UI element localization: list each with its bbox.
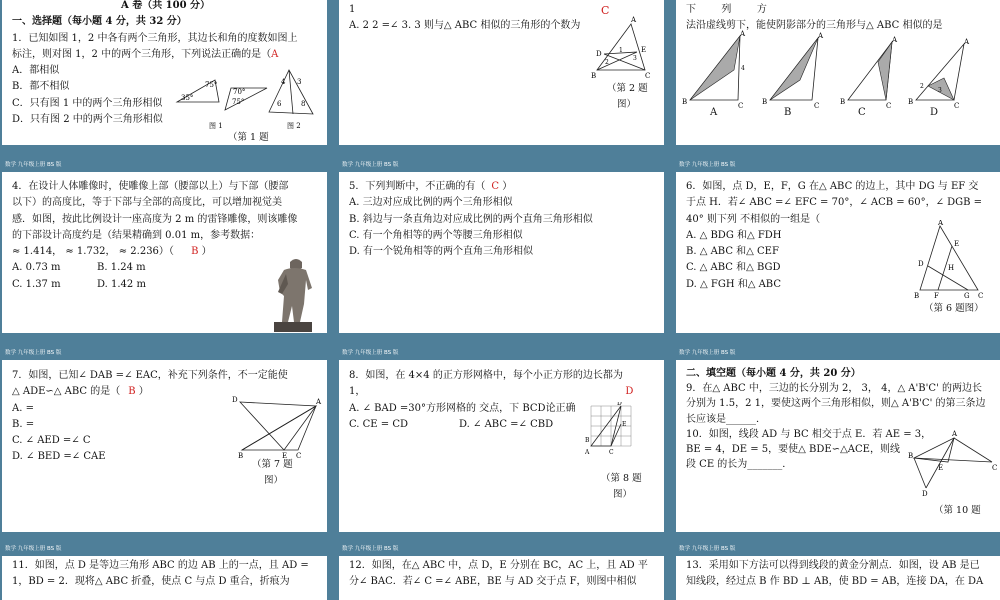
q3-a-label-a: A bbox=[740, 30, 746, 38]
q7-option-c: C. ∠ AED =∠ C bbox=[12, 435, 91, 447]
section-a-title: A 卷（共 100 分） bbox=[120, 0, 211, 11]
q1-option-b: B．都不相似 bbox=[12, 81, 70, 93]
q4-text-line4: 的下部设计高度约是（结果精确到 0.01 m，参考数据： bbox=[12, 229, 261, 241]
q7-label-c: C bbox=[296, 452, 302, 460]
slide-q9-q10 bbox=[676, 346, 1000, 532]
q10-label-b: B bbox=[908, 452, 914, 460]
slide-q1 bbox=[2, 0, 327, 145]
q3-c-label-b: B bbox=[840, 98, 846, 106]
q5-option-a: A. 三边对应成比例的两个三角形相似 bbox=[349, 197, 513, 209]
q6-text-line3: 40° 则下列 不相似的一组是（ bbox=[686, 213, 821, 225]
q3-option-a: A bbox=[710, 107, 718, 118]
fig1-angle-75b: 75° bbox=[232, 98, 245, 106]
q3-d-side-3: 3 bbox=[938, 87, 942, 94]
q8-text-line2: 1， bbox=[349, 386, 366, 398]
q3-a-side-4: 4 bbox=[741, 65, 745, 72]
q3-option-c: C bbox=[858, 107, 866, 118]
q1-option-c: C．只有图 1 中的两个三角形相似 bbox=[12, 97, 163, 109]
slide-q4: 数学 九年级上册 BS 版 4．在设计人体雕像时，使雕像上部（腰部以上）与下部（腰部 以下）的高度比，等于下部与全部的高度比，可以增加视觉美 感．如图，按此比例设计一座高度为 2 m 的雷锋雕像，则该雕像 的下部设计高度约是（结果精确到 0.01 m，参考数据： ≈ 1.414， ≈ 1.732， ≈ 2.236）（ B ） A. 0.73 m B. 1.24 m C. 1.37 m D. 1.42 m bbox=[2, 158, 327, 333]
q10-caption: （第 10 题 bbox=[934, 505, 981, 516]
q6-text-line2: 于点 H．若∠ ABC =∠ EFC = 70°，∠ ACB = 60°，∠ DGB = bbox=[686, 197, 983, 209]
q6-text-line1: 6．如图，点 D，E，F，G 在△ ABC 的边上，其中 DG 与 EF 交 bbox=[686, 181, 979, 192]
q4-text-line2: 以下）的高度比，等于下部与全部的高度比，可以增加视觉美 bbox=[12, 197, 282, 209]
q3-opt-b-shade bbox=[770, 38, 818, 100]
q1-caption: （第 1 题 bbox=[228, 132, 269, 143]
q7-figure bbox=[230, 394, 322, 460]
q10-label-e: E bbox=[938, 464, 944, 472]
slide-q7: 数学 九年级上册 BS 版 7．如图，已知∠ DAB =∠ EAC，补充下列条件，不一定能使 △ ADE∽△ ABC 的是（ B ） A. = B. = C. ∠ AED =∠ C D. ∠ BED =∠ CAE D A B E C （第 7 题 图） bbox=[2, 346, 327, 532]
q3-b-label-a: A bbox=[818, 32, 824, 40]
q8-text-line1: 8．如图，在 4×4 的正方形网格中，每个小正方形的边长都为 bbox=[349, 370, 623, 381]
q10-text-line2: BE = 4，DE = 5，要使△ BDE∽△ACE，则线 bbox=[686, 444, 900, 456]
q2-label-a: A bbox=[631, 16, 637, 24]
q3-d-side-2: 2 bbox=[920, 83, 924, 90]
q6-figure bbox=[912, 220, 992, 302]
statue-image bbox=[268, 254, 318, 332]
q13-text-line1: 13．采用如下方法可以得到线段的黄金分割点．如图，设 AB 是已 bbox=[686, 560, 980, 571]
slide-q2 bbox=[339, 0, 664, 145]
q7-option-a: A. = bbox=[12, 402, 34, 414]
q6-option-a: A. △ BDG 和△ FDH bbox=[686, 229, 782, 241]
q10-label-d: D bbox=[922, 490, 928, 498]
q1-option-a: A．都相似 bbox=[12, 65, 60, 77]
q6-label-c: C bbox=[978, 292, 984, 300]
q6-label-f: F bbox=[934, 292, 939, 300]
q8-option-c: C. CE = CD bbox=[349, 418, 409, 430]
q8-label-c: C bbox=[609, 449, 614, 456]
q7-label-e: E bbox=[282, 452, 288, 460]
q6-label-b: B bbox=[914, 292, 920, 300]
q10-text-line3: 段 CE 的长为_______． bbox=[686, 459, 793, 471]
q4-option-c: C. 1.37 m bbox=[12, 278, 61, 290]
q8-answer: D bbox=[625, 386, 634, 398]
slide-header: 数学 九年级上册 BS 版 bbox=[676, 346, 1000, 360]
q2-label-d: D bbox=[596, 50, 602, 58]
q4-option-d: D. 1.42 m bbox=[97, 278, 146, 290]
q7-label-b: B bbox=[238, 452, 244, 460]
q2-angle-3: 3 bbox=[633, 55, 637, 62]
q11-text-line2: 1，BD = 2．现将△ ABC 折叠，使点 C 与点 D 重合，折痕为 bbox=[12, 576, 290, 588]
q13-text-line2: 知线段，经过点 B 作 BD ⊥ AB，使 BD = AB，连接 DA，在 DA bbox=[686, 576, 984, 588]
q2-line-ec bbox=[597, 52, 637, 70]
q8-option-d: D. ∠ ABC =∠ CBD bbox=[459, 418, 554, 430]
q7-label-a: A bbox=[316, 398, 322, 406]
q3-a-label-c: C bbox=[738, 102, 744, 110]
q4-answer: B bbox=[191, 246, 199, 258]
slide-header: 数学 九年级上册 BS 版 bbox=[2, 158, 327, 172]
q8-label-a: A bbox=[585, 449, 590, 456]
q4-text-line1: 4．在设计人体雕像时，使雕像上部（腰部以上）与下部（腰部 bbox=[12, 181, 289, 192]
q3-d-label-c: C bbox=[954, 102, 960, 110]
q6-label-d: D bbox=[918, 260, 924, 268]
q3-d-label-a: A bbox=[964, 38, 970, 46]
q8-text-line3: A. ∠ BAD =30°方形网格的 交点，下 BCD论正确 bbox=[349, 402, 576, 414]
q6-label-h: H bbox=[948, 264, 955, 272]
q6-label-g: G bbox=[964, 292, 970, 300]
q3-b-label-c: C bbox=[814, 102, 820, 110]
fig1-angle-70: 70° bbox=[233, 88, 246, 96]
q2-angle-2: 2 bbox=[605, 59, 609, 66]
q2-caption-1: （第 2 题 bbox=[607, 83, 648, 94]
q4-text-line3: 感．如图，按此比例设计一座高度为 2 m 的雷锋雕像，则该雕像 bbox=[12, 213, 298, 225]
q8-label-e: E bbox=[622, 421, 627, 428]
fig2-side-6: 6 bbox=[277, 100, 282, 108]
q3-d-label-b: B bbox=[908, 98, 914, 106]
q7-triangle-ade bbox=[240, 402, 316, 450]
slide-q11 bbox=[2, 542, 327, 600]
slide-header: 数学 九年级上册 BS 版 bbox=[2, 542, 327, 556]
fig2-side-3: 3 bbox=[297, 78, 302, 86]
q7-line-ab bbox=[242, 406, 316, 450]
q8-label-d: D bbox=[617, 402, 622, 407]
q2-answer: C bbox=[601, 4, 610, 17]
q5-answer: C bbox=[491, 181, 500, 192]
q7-option-d: D. ∠ BED =∠ CAE bbox=[12, 451, 106, 463]
slide-header: 数学 九年级上册 BS 版 bbox=[339, 542, 664, 556]
q10-line-bc bbox=[914, 458, 992, 462]
q6-label-e: E bbox=[954, 240, 960, 248]
q7-text-line1: 7．如图，已知∠ DAB =∠ EAC，补充下列条件，不一定能使 bbox=[12, 370, 288, 381]
q3-c-label-c: C bbox=[886, 102, 892, 110]
section-2-title: 二、填空题（每小题 4 分，共 20 分） bbox=[686, 368, 861, 379]
q5-option-b: B. 斜边与一条直角边对应成比例的两个直角三角形相似 bbox=[349, 213, 593, 225]
q9-text-line1: 9．在△ ABC 中，三边的长分别为 2， 3， 4，△ A'B'C' 的两边长 bbox=[686, 383, 982, 395]
q7-text-line2: △ ADE∽△ ABC 的是（ bbox=[12, 386, 121, 398]
q6-option-d: D. △ FGH 和△ ABC bbox=[686, 278, 781, 290]
q3-text-line2: 法沿虚线剪下，能使阴影部分的三角形与△ ABC 相似的是 bbox=[686, 20, 943, 32]
q3-a-label-b: B bbox=[682, 98, 688, 106]
q2-label-e: E bbox=[641, 46, 647, 54]
slide-q13 bbox=[676, 542, 1000, 600]
q5-text-line1: 5．下列判断中，不正确的有（ bbox=[349, 181, 486, 192]
q8-caption-2: 图） bbox=[613, 489, 633, 500]
q2-angle-1: 1 bbox=[619, 47, 623, 54]
q1-text-line2: 标注，则对图 1，2 中的两个三角形，下列说法正确的是（ bbox=[12, 48, 272, 60]
q2-label-c: C bbox=[645, 72, 651, 80]
q8-caption-1: （第 8 题 bbox=[601, 473, 642, 484]
q5-option-d: D. 有一个锐角相等的两个直角三角形相似 bbox=[349, 246, 534, 258]
q6-triangle-abc bbox=[920, 226, 978, 290]
slide-q5: 数学 九年级上册 BS 版 5．下列判断中，不正确的有（ C ） A. 三边对应成比例的两个三角形相似 B. 斜边与一条直角边对应成比例的两个直角三角形相似 C. 有一个角相等的两个等腰三角形相似 D. 有一个锐角相等的两个直角三角形相似 bbox=[339, 158, 664, 333]
q3-text-line1: 下 列 方 bbox=[686, 4, 767, 15]
slide-header: 数学 九年级上册 BS 版 bbox=[676, 542, 1000, 556]
q7-caption-2: 图） bbox=[264, 475, 284, 486]
q7-answer: B bbox=[128, 386, 136, 398]
slide-q8 bbox=[339, 346, 664, 532]
q10-line-bd bbox=[914, 458, 926, 488]
fig2-side-4: 4 bbox=[281, 78, 286, 86]
q3-figures bbox=[682, 30, 996, 120]
q2-label-b: B bbox=[591, 72, 597, 80]
q3-c-label-a: A bbox=[892, 36, 898, 44]
q9-text-line2: 分别为 1.5，2 1，要使这两个三角形相似，则△ A'B'C' 的第三条边 bbox=[686, 398, 986, 410]
q10-text-line1: 10．如图，线段 AD 与 BC 相交于点 E．若 AE = 3， bbox=[686, 428, 932, 440]
q2-line-db bbox=[604, 54, 645, 70]
q4-option-b: B. 1.24 m bbox=[97, 262, 146, 274]
q1-text-line1: 1．已知如图 1，2 中各有两个三角形，其边长和角的度数如图上 bbox=[12, 32, 298, 44]
q6-option-b: B. △ ABC 和△ CEF bbox=[686, 246, 779, 258]
q4-text-line5: ≈ 1.414， ≈ 1.732， ≈ 2.236）（ bbox=[12, 246, 174, 258]
slide-q12 bbox=[339, 542, 664, 600]
slide-header: 数学 九年级上册 BS 版 bbox=[676, 158, 1000, 172]
q8-grid-figure bbox=[585, 402, 641, 466]
q10-line-ac bbox=[954, 438, 992, 462]
q7-option-b: B. = bbox=[12, 418, 35, 430]
slide-q6 bbox=[676, 158, 1000, 333]
fig1-angle-75: 75° bbox=[205, 81, 218, 89]
q10-figure bbox=[908, 428, 998, 498]
q12-text-line1: 12．如图，在△ ABC 中，点 D，E 分别在 BC，AC 上，且 AD 平 bbox=[349, 560, 648, 571]
q1-answer: A bbox=[271, 48, 279, 60]
section-1-title: 一、选择题（每小题 4 分，共 32 分） bbox=[12, 16, 187, 28]
slide-header: 数学 九年级上册 BS 版 bbox=[2, 346, 327, 360]
q9-text-line3: 长应该是______． bbox=[686, 413, 766, 425]
q10-line-ad bbox=[926, 438, 954, 488]
q7-caption-1: （第 7 题 bbox=[252, 459, 293, 470]
q1-figure bbox=[167, 62, 327, 142]
slide-header: 数学 九年级上册 BS 版 bbox=[339, 158, 664, 172]
slide-header: 数学 九年级上册 BS 版 bbox=[339, 346, 664, 360]
q3-opt-a-shade bbox=[690, 36, 740, 100]
fig1-label: 图 1 bbox=[209, 122, 223, 130]
fig1-angle-35: 35° bbox=[181, 94, 194, 102]
q6-label-a: A bbox=[938, 220, 944, 227]
fig2-label: 图 2 bbox=[287, 122, 301, 130]
q2-text-line1: 1 bbox=[349, 4, 356, 15]
slide-q3 bbox=[676, 0, 1000, 145]
q3-b-label-b: B bbox=[762, 98, 768, 106]
q1-option-d: D．只有图 2 中的两个三角形相似 bbox=[12, 114, 163, 126]
q4-option-a: A. 0.73 m bbox=[12, 262, 61, 274]
q2-caption-2: 图） bbox=[617, 99, 637, 110]
q10-label-c: C bbox=[992, 464, 998, 472]
q2-text-line2: A. 2 2 =∠ 3. 3 则与△ ABC 相似的三角形的个数为 bbox=[349, 20, 581, 32]
q8-label-b: B bbox=[585, 437, 590, 444]
q10-label-a: A bbox=[952, 430, 958, 438]
q3-option-d: D bbox=[930, 107, 939, 118]
q5-option-c: C. 有一个角相等的两个等腰三角形相似 bbox=[349, 229, 523, 241]
q3-option-b: B bbox=[784, 107, 792, 118]
q12-text-line2: 分∠ BAC．若∠ C =∠ ABE，BE 与 AD 交于点 F，则图中相似 bbox=[349, 576, 637, 588]
q2-figure bbox=[589, 14, 659, 80]
q7-label-d: D bbox=[232, 396, 238, 404]
fig2-side-8: 8 bbox=[301, 100, 306, 108]
q6-option-c: C. △ ABC 和△ BGD bbox=[686, 262, 781, 274]
q11-text-line1: 11．如图，点 D 是等边三角形 ABC 的边 AB 上的一点，且 AD = bbox=[12, 560, 309, 571]
q6-caption: （第 6 题图） bbox=[924, 303, 984, 314]
